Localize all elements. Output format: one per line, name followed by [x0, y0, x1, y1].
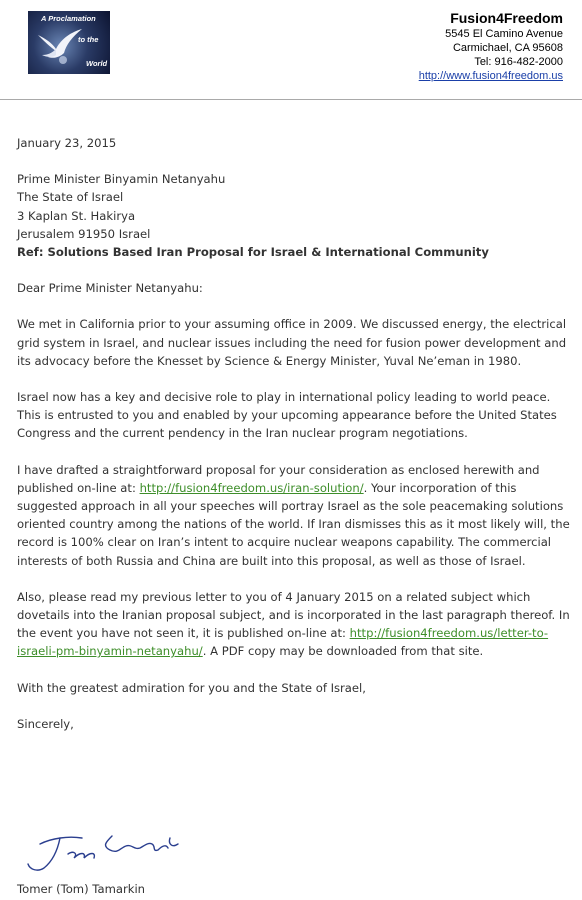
paragraph-4-text-b: . A PDF copy may be downloaded from that site.	[202, 644, 484, 659]
signer-name: Tomer (Tom) Tamarkin	[17, 882, 146, 896]
recipient-name: Prime Minister Binyamin Netanyahu	[17, 172, 226, 187]
paragraph-3	[17, 461, 577, 570]
letterhead	[0, 0, 582, 100]
paragraph-4	[17, 588, 577, 661]
organization-street: 5545 El Camino Avenue	[445, 28, 563, 40]
logo-text-line3: World	[86, 59, 108, 68]
signature-image	[22, 824, 192, 876]
logo-text-line1: A Proclamation	[41, 14, 96, 23]
logo	[28, 11, 110, 74]
iran-solution-link[interactable]: http://fusion4freedom.us/iran-solution/	[139, 480, 364, 495]
logo-text-line2: to the	[78, 35, 99, 44]
letter-date: January 23, 2015	[17, 136, 117, 150]
paragraph-4-text-a: Also, please read my previous letter to you of 4 January 2015 on a related subject which dovetails into the Iranian proposal subject, and is incorporated in the last paragraph thereof. In the event you have not seen it, it is published on-line at:	[17, 589, 570, 641]
closing-line: With the greatest admiration for you and the State of Israel,	[17, 680, 366, 695]
organization-phone: Tel: 916-482-2000	[474, 56, 563, 68]
previous-letter-link[interactable]: http://fusion4freedom.us/letter-to-israeli-pm-binyamin-netanyahu/	[17, 626, 549, 659]
reference-line: Ref: Solutions Based Iran Proposal for Israel & International Community	[17, 245, 489, 260]
paragraph-3-text-a: I have drafted a straightforward proposal for your consideration as enclosed herewith and published on-line at:	[17, 462, 540, 495]
recipient-line2: The State of Israel	[17, 190, 124, 205]
organization-website-link[interactable]: http://www.fusion4freedom.us	[418, 70, 563, 82]
salutation: Dear Prime Minister Netanyahu:	[17, 281, 203, 296]
sign-off: Sincerely,	[17, 716, 74, 731]
paragraph-2: Israel now has a key and decisive role to play in international policy leading to world peace. This is entrusted to you and enabled by your upcoming appearance before the United States Congress and the current pendency in the Iran nuclear program negotiations.	[17, 390, 557, 441]
header-divider	[0, 99, 582, 100]
recipient-line3: 3 Kaplan St. Hakirya	[17, 208, 136, 223]
paragraph-3-text-b: . Your incorporation of this suggested approach in all your speeches will portray Israel as the sole peacemaking solutions oriented country among the nations of the world. If Iran dismisses this as it most likely will, the record is 100% clear on Iran’s intent to acquire nuclear weapons capability. The commercial interests of both Russia and China are built into this proposal, as well as those of Israel.	[17, 480, 570, 568]
organization-name: Fusion4Freedom	[450, 10, 563, 26]
organization-city: Carmichael, CA 95608	[452, 42, 563, 54]
dove-icon	[36, 25, 84, 67]
letter-body	[17, 134, 577, 733]
paragraph-1: We met in California prior to your assuming office in 2009. We discussed energy, the electrical grid system in Israel, and nuclear issues including the need for fusion power development and its advocacy before the Knesset by Science & Energy Minister, Yuval Ne’eman in 1980.	[17, 317, 567, 368]
recipient-line4: Jerusalem 91950 Israel	[17, 226, 151, 241]
organization-info	[419, 10, 563, 83]
